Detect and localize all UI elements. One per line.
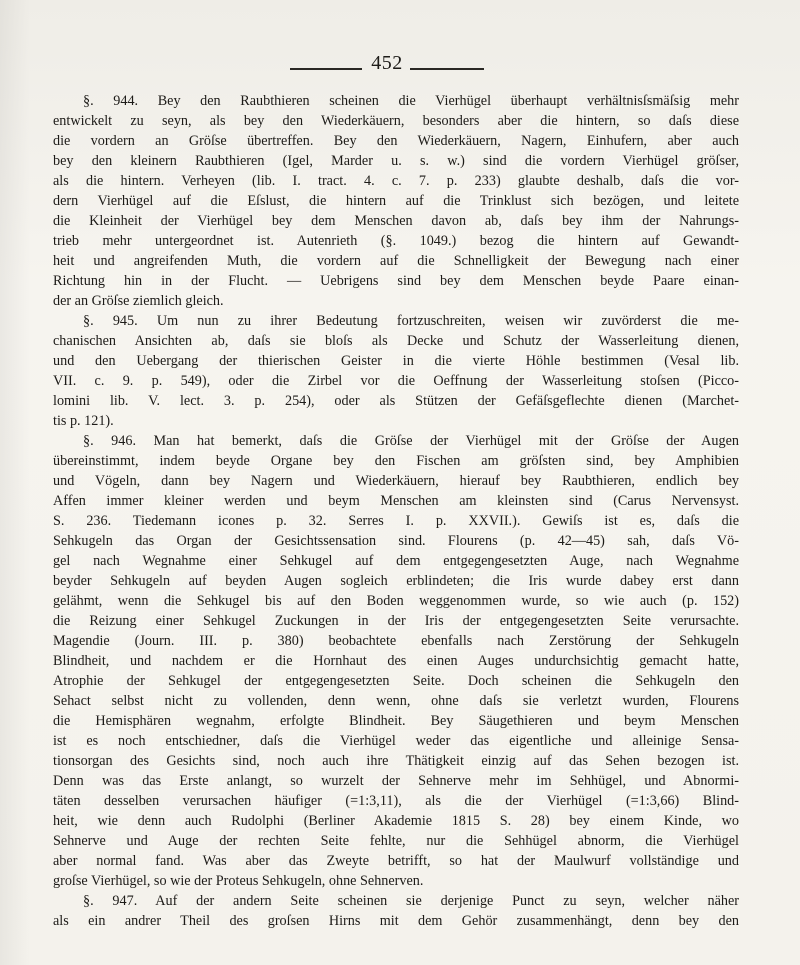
text-line: Sehkugeln das Organ der Gesichtssensation sind. Flourens (p. 42—45) sah, daſs Vö- <box>53 533 739 549</box>
text-line: täten desselben verursachen häufiger (=1:3,11), als die der Vierhügel (=1:3,66) Blind- <box>53 793 739 809</box>
body-text <box>53 91 739 931</box>
text-line: Magendie (Journ. III. p. 380) beobachtete ebenfalls nach Zerstörung der Sehkugeln <box>53 633 739 649</box>
text-line: Affen immer kleiner werden und beym Menschen am kleinsten sind (Carus Nervensyst. <box>53 493 739 509</box>
text-line: entwickelt zu seyn, als bey den Wiederkäuern, besonders aber die hintern, so daſs diese <box>53 113 739 129</box>
text-line: die Reizung einer Sehkugel Zuckungen in der Iris der entgegengesetzten Seite verursachte. <box>53 613 739 629</box>
header-rule-left <box>290 68 362 70</box>
text-line: Atrophie der Sehkugel der entgegengesetzten Seite. Doch scheinen die Sehkugeln den <box>53 673 739 689</box>
page-shadow <box>0 0 30 965</box>
text-line: beyder Sehkugeln auf beyden Augen sogleich erblindeten; die Iris wurde dabey erst dann <box>53 573 739 589</box>
text-line: chanischen Ansichten ab, daſs sie bloſs als Decke und Schutz der Wasserleitung dienen, <box>53 333 739 349</box>
text-line: §. 946. Man hat bemerkt, daſs die Gröſse der Vierhügel mit der Gröſse der Augen <box>83 433 739 449</box>
text-line: VII. c. 9. p. 549), oder die Zirbel vor die Oeffnung der Wasserleitung stoſsen (Picco- <box>53 373 739 389</box>
text-line: die vordern an Gröſse übertreffen. Bey den Wiederkäuern, Nagern, Einhufern, aber auch <box>53 133 739 149</box>
text-line: §. 944. Bey den Raubthieren scheinen die Vierhügel überhaupt verhältnisſsmäſsig mehr <box>83 93 739 109</box>
page-number: 452 <box>371 52 403 74</box>
text-line: lomini lib. V. lect. 3. p. 254), oder als Stützen der Gefäſsgeflechte dienen (Marchet- <box>53 393 739 409</box>
page-header <box>0 50 800 84</box>
text-line: tis p. 121). <box>53 413 114 429</box>
text-line: Richtung hin in der Flucht. — Uebrigens sind bey dem Menschen beyde Paare einan- <box>53 273 739 289</box>
text-line: §. 947. Auf der andern Seite scheinen sie derjenige Punct zu seyn, welcher näher <box>83 893 739 909</box>
text-line: und den Uebergang der thierischen Geister in die vierte Höhle bestimmen (Vesal lib. <box>53 353 739 369</box>
text-line: dern Vierhügel auf die Eſslust, die hintern auf die Trinklust sich bezögen, und leitete <box>53 193 739 209</box>
text-line: ist es noch entschiedner, daſs die Vierhügel weder das eigentliche und alleinige Sensa- <box>53 733 739 749</box>
text-line: gelähmt, wenn die Sehkugel bis auf den Boden weggenommen wurde, so wie auch (p. 152) <box>53 593 739 609</box>
text-line: Blindheit, und nachdem er die Hornhaut des einen Auges undurchsichtig gemacht hatte, <box>53 653 739 669</box>
text-line: die Kleinheit der Vierhügel bey dem Menschen davon ab, daſs bey ihm der Nahrungs- <box>53 213 739 229</box>
text-line: aber normal fand. Was aber das Zweyte betrifft, so hat der Maulwurf vollständige und <box>53 853 739 869</box>
text-line: und Vögeln, dann bey Nagern und Wiederkäuern, hierauf bey Raubthieren, endlich bey <box>53 473 739 489</box>
text-line: gel nach Wegnahme einer Sehkugel auf dem entgegengesetzten Auge, nach Wegnahme <box>53 553 739 569</box>
text-line: tionsorgan des Gesichts sind, noch auch ihre Thätigkeit einzig auf das Sehen bezogen ist. <box>53 753 739 769</box>
text-line: Sehact selbst nicht zu vollenden, denn wenn, ohne daſs sie verletzt wurden, Flourens <box>53 693 739 709</box>
text-line: der an Gröſse ziemlich gleich. <box>53 293 224 309</box>
text-line: trieb mehr untergeordnet ist. Autenrieth (§. 1049.) bezog die hintern auf Gewandt- <box>53 233 739 249</box>
text-line: heit und angreifenden Muth, die vordern auf die Schnelligkeit der Bewegung nach einer <box>53 253 739 269</box>
text-line: S. 236. Tiedemann icones p. 32. Serres I. p. XXVII.). Gewiſs ist es, daſs die <box>53 513 739 529</box>
text-line: als die hintern. Verheyen (lib. I. tract. 4. c. 7. p. 233) glaubte deshalb, daſs die vor- <box>53 173 739 189</box>
text-line: Denn was das Erste anlangt, so wurzelt der Sehnerve mehr im Sehhügel, und Abnormi- <box>53 773 739 789</box>
text-line: die Hemisphären wegnahm, erfolgte Blindheit. Bey Säugethieren und beym Menschen <box>53 713 739 729</box>
text-line: übereinstimmt, indem beyde Organe bey den Fischen am gröſsten sind, bey Amphibien <box>53 453 739 469</box>
text-line: §. 945. Um nun zu ihrer Bedeutung fortzuschreiten, weisen wir zuvörderst die me- <box>83 313 739 329</box>
text-line: heit, wie denn auch Rudolphi (Berliner Akademie 1815 S. 28) bey einem Kinde, wo <box>53 813 739 829</box>
text-line: als ein andrer Theil des groſsen Hirns mit dem Gehör zusammenhängt, denn bey den <box>53 913 739 929</box>
text-line: Sehnerve und Auge der rechten Seite fehlte, nur die Sehhügel abnorm, die Vierhügel <box>53 833 739 849</box>
text-line: bey den kleinern Raubthieren (Igel, Marder u. s. w.) sind die vordern Vierhügel gröſser, <box>53 153 739 169</box>
header-rule-right <box>410 68 484 70</box>
text-line: groſse Vierhügel, so wie der Proteus Sehkugeln, ohne Sehnerven. <box>53 873 424 889</box>
